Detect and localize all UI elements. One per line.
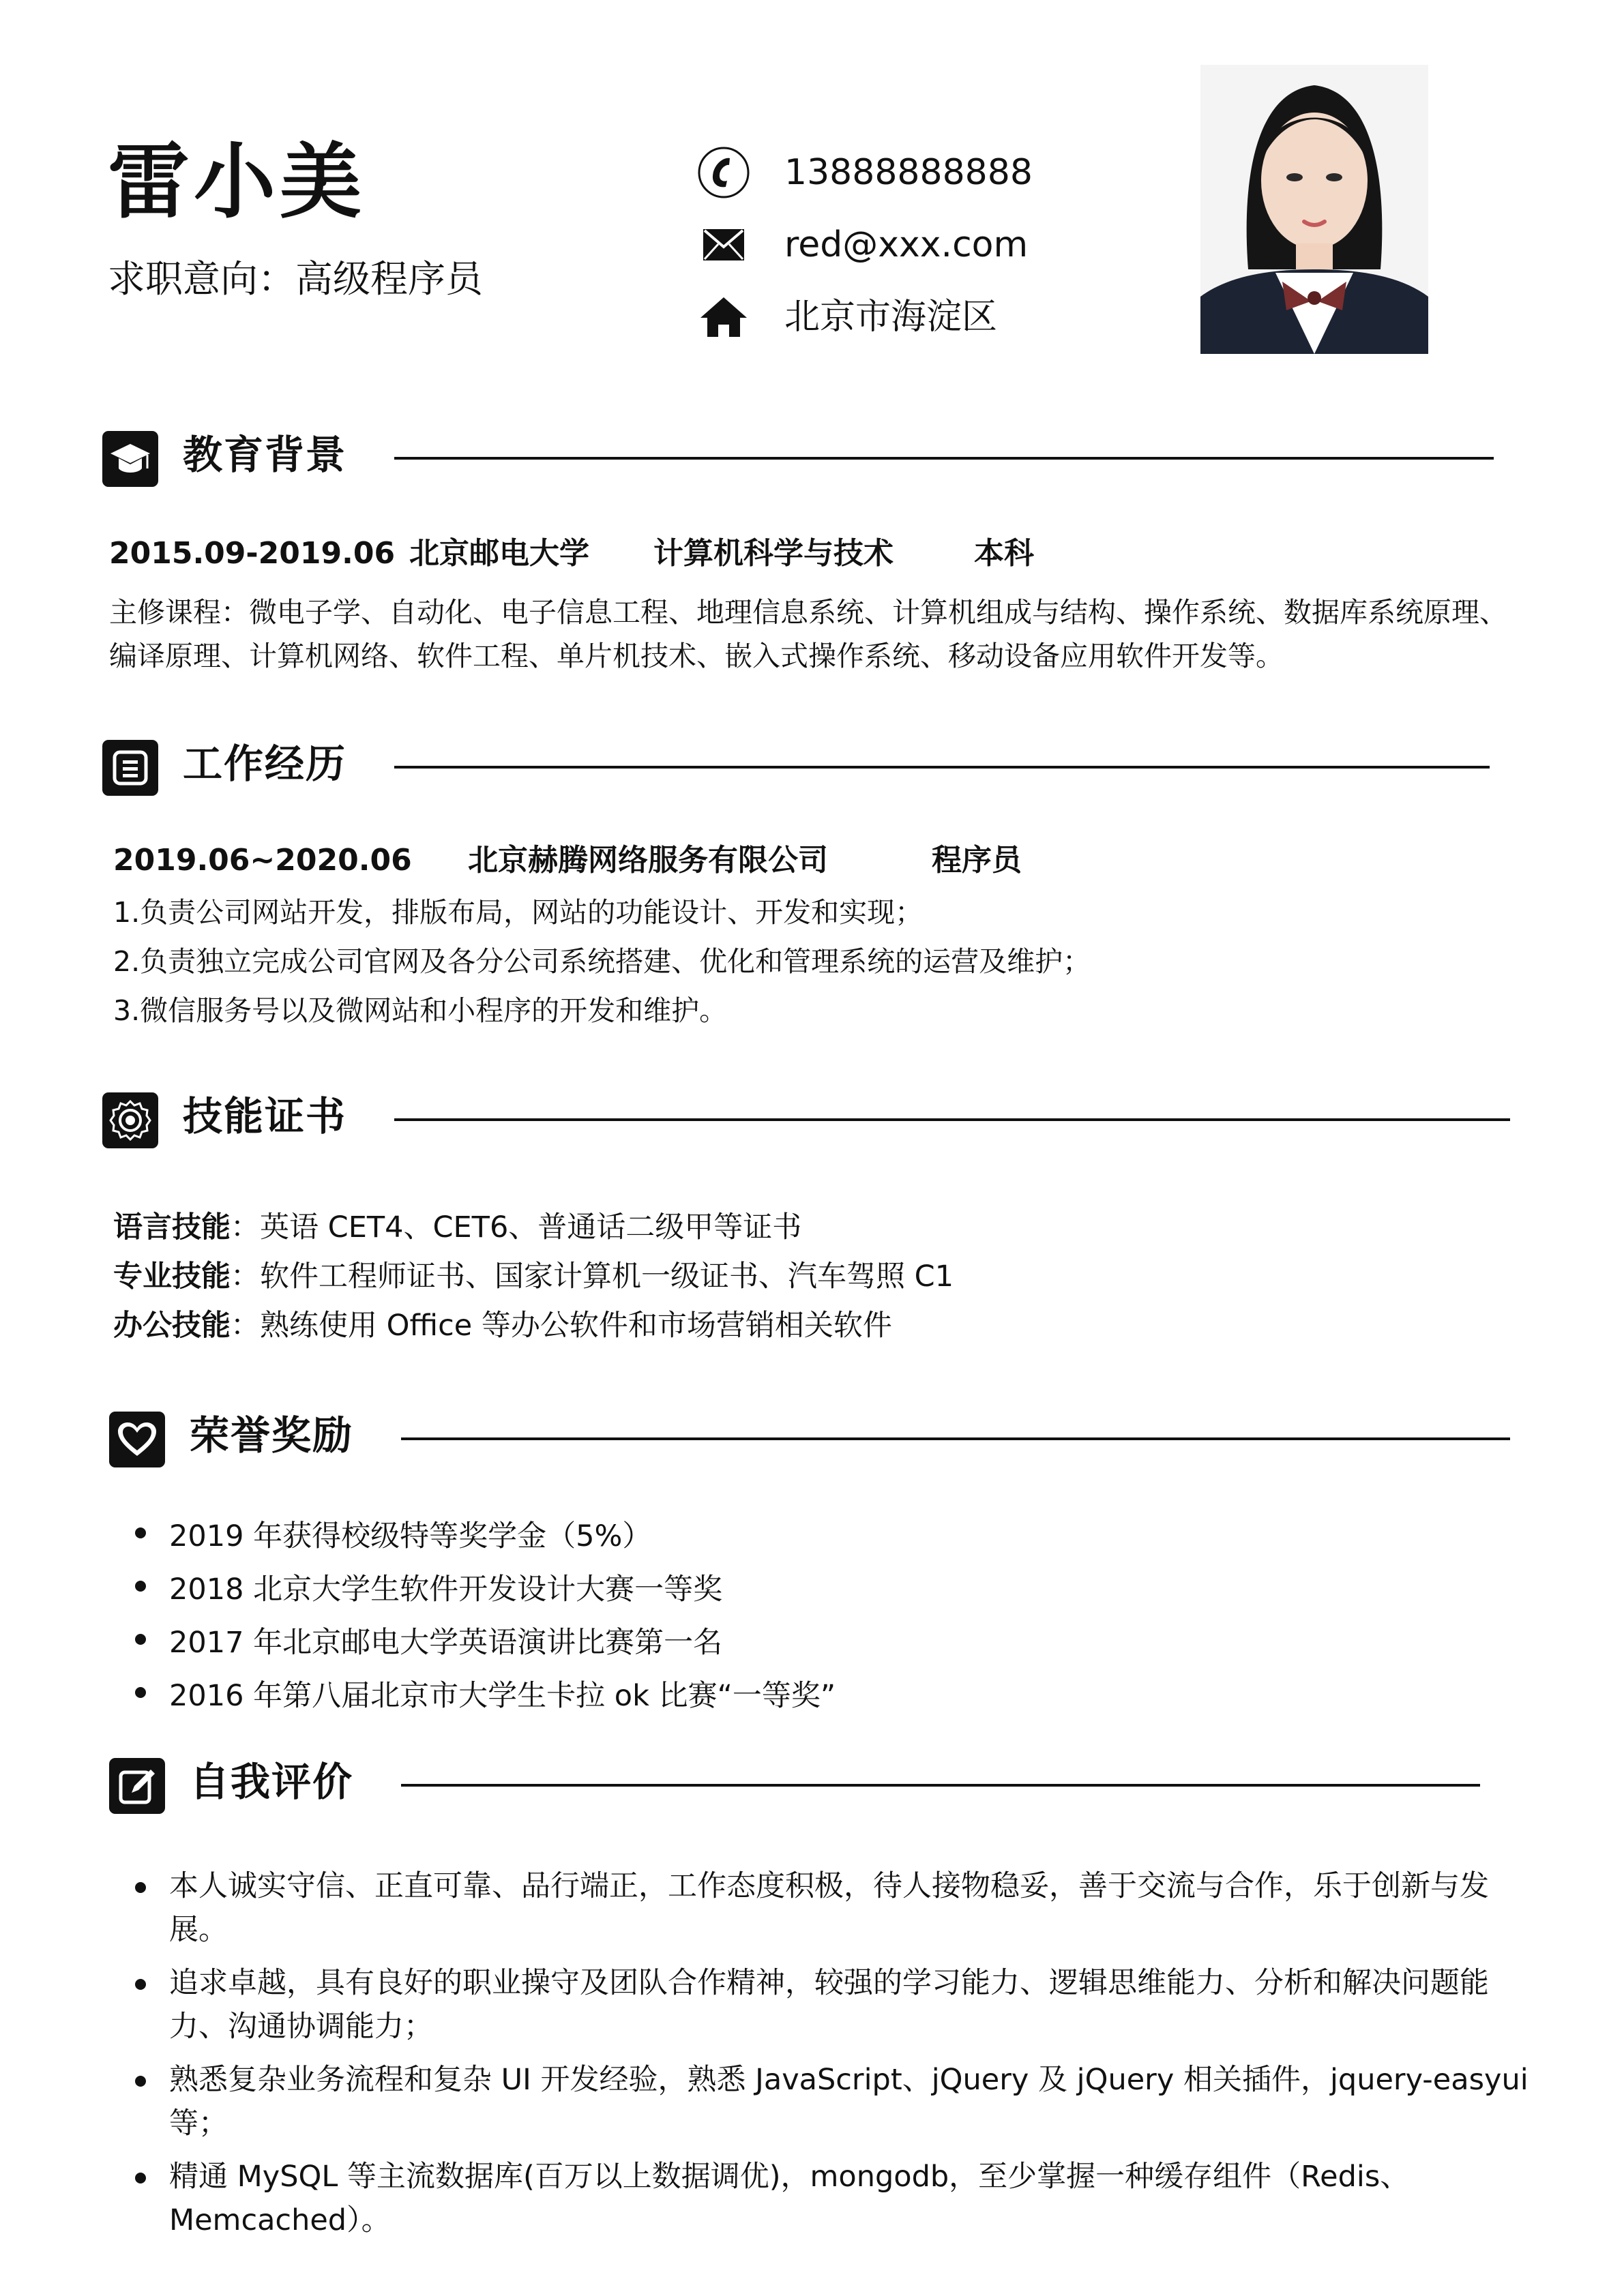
email-address: red@xxx.com [784,224,1029,265]
honor-item: 2016 年第八届北京市大学生卡拉 ok 比赛“一等奖” [102,1669,1521,1723]
edit-icon [109,1758,165,1814]
work-company: 北京赫腾网络服务有限公司 [468,843,828,878]
section-divider [394,766,1490,769]
phone-number: 13888888888 [784,152,1033,193]
section-work [102,740,1494,803]
skill-label: 语言技能 [113,1210,231,1244]
self-item [102,2155,1548,2242]
section-title: 工作经历 [183,741,347,787]
work-position: 程序员 [932,843,1022,878]
skill-label: 专业技能 [113,1259,231,1294]
self-evaluation-list [102,1864,1548,2242]
section-title: 自我评价 [190,1759,354,1805]
section-divider [394,1118,1510,1121]
skill-label: 办公技能 [113,1309,231,1343]
education-period: 2015.09-2019.06 [109,536,396,571]
skills-list [113,1203,954,1350]
self-item-line: Memcached）。 [169,2203,391,2237]
heart-icon [109,1412,165,1467]
section-education [102,431,1494,494]
contact-phone [696,145,1033,200]
honor-item: 2017 年北京邮电大学英语演讲比赛第一名 [102,1616,1521,1669]
self-item-line: 等； [169,2106,228,2141]
self-item-line: 精通 MySQL 等主流数据库(百万以上数据调优)，mongodb，至少掌握一种缓存组件（Redis、 [169,2160,1410,2194]
section-divider [401,1784,1480,1787]
graduation-cap-icon [102,431,158,487]
education-school: 北京邮电大学 [409,536,589,571]
section-divider [401,1437,1510,1440]
contact-email [696,217,1028,273]
section-title: 技能证书 [183,1093,347,1139]
profile-photo [1200,65,1428,354]
courses-line: 编译原理、计算机网络、软件工程、单片机技术、嵌入式操作系统、移动设备应用软件开发等。 [109,640,1284,672]
section-skills [102,1092,1494,1155]
self-item [102,1961,1548,2048]
section-self-evaluation [109,1758,1501,1821]
education-courses [109,591,1528,678]
job-intent: 求职意向：高级程序员 [108,257,484,301]
education-degree: 本科 [974,536,1034,571]
candidate-name: 雷小美 [108,135,366,230]
courses-line: 主修课程：微电子学、自动化、电子信息工程、地理信息系统、计算机组成与结构、操作系统、数据库系统原理、 [109,596,1507,629]
contact-address [696,289,997,345]
self-item-line: 力、沟通协调能力； [169,2010,433,2044]
section-title: 荣誉奖励 [190,1412,354,1459]
section-honors [109,1412,1501,1474]
self-item-line: 本人诚实守信、正直可靠、品行端正，工作态度积极，待人接物稳妥，善于交流与合作，乐于创新与发 [169,1869,1489,1903]
education-major: 计算机科学与技术 [653,536,894,571]
skill-value: ：熟练使用 Office 等办公软件和市场营销相关软件 [231,1309,892,1343]
section-title: 教育背景 [183,432,347,478]
work-duty: 2.负责独立完成公司官网及各分公司系统搭建、优化和管理系统的运营及维护； [113,945,1091,978]
phone-icon [696,145,752,200]
skill-item [113,1252,954,1301]
section-divider [394,457,1494,460]
self-item [102,2058,1548,2145]
home-icon [696,289,752,345]
document-icon [102,740,158,796]
badge-icon [102,1092,158,1148]
honor-item: 2018 北京大学生软件开发设计大赛一等奖 [102,1563,1521,1616]
work-row [113,843,1022,878]
work-duty: 1.负责公司网站开发，排版布局，网站的功能设计、开发和实现； [113,896,924,929]
self-item [102,1864,1548,1952]
work-period: 2019.06~2020.06 [113,843,412,878]
self-item-line: 展。 [169,1913,228,1947]
honor-item: 2019 年获得校级特等奖学金（5%） [102,1510,1521,1563]
work-duties [113,888,1091,1035]
envelope-icon [696,217,752,273]
education-row [109,536,1034,571]
skill-item [113,1203,954,1252]
self-item-line: 追求卓越，具有良好的职业操守及团队合作精神，较强的学习能力、逻辑思维能力、分析和解决问题能 [169,1966,1489,2000]
self-item-line: 熟悉复杂业务流程和复杂 UI 开发经验，熟悉 JavaScript、jQuery 及 jQuery 相关插件，jquery-easyui [169,2063,1529,2097]
skill-value: ：软件工程师证书、国家计算机一级证书、汽车驾照 C1 [231,1259,954,1294]
honors-list [102,1510,1521,1723]
address: 北京市海淀区 [784,297,998,338]
skill-value: ：英语 CET4、CET6、普通话二级甲等证书 [231,1210,802,1244]
work-duty: 3.微信服务号以及微网站和小程序的开发和维护。 [113,994,728,1027]
skill-item [113,1301,954,1350]
